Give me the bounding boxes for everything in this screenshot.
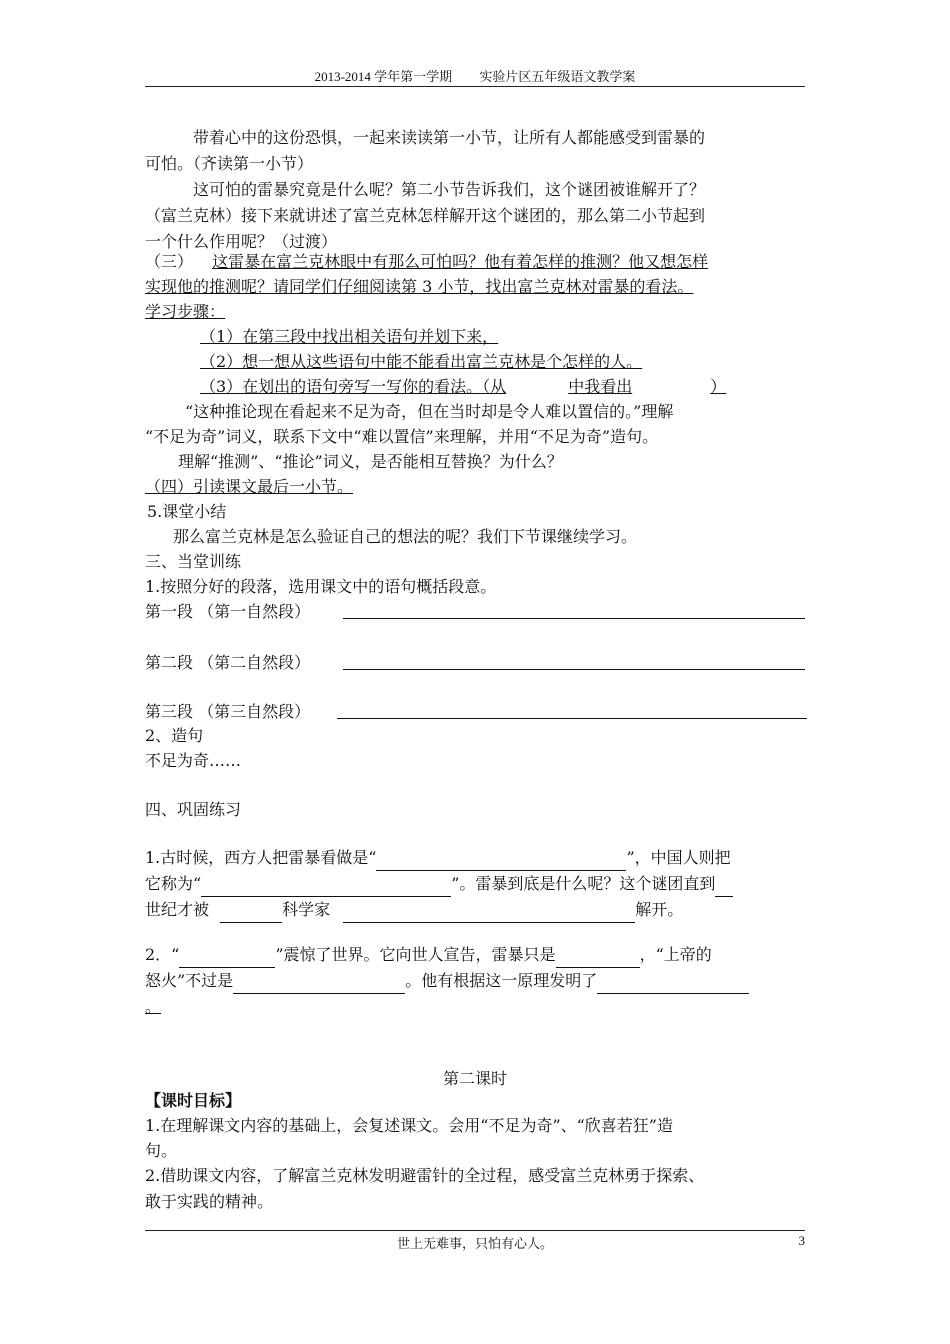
study-step-3-b: 中我看出 bbox=[568, 377, 633, 396]
exercise-2-line-1 bbox=[145, 942, 712, 968]
lesson-2-heading: 第二课时 bbox=[442, 1069, 507, 1088]
footer-motto: 世上无难事，只怕有心人。 bbox=[396, 1236, 553, 1251]
paragraph-2-line-3: 一个什么作用呢？（过渡） bbox=[145, 232, 338, 251]
exercise-2-blank-2[interactable] bbox=[556, 949, 640, 968]
goal-2-line-2: 敢于实践的精神。 bbox=[145, 1192, 274, 1211]
exercise-1-blank-4[interactable] bbox=[220, 904, 282, 923]
paragraph-summary-1-label: 第一段 （第一自然段） bbox=[145, 602, 311, 621]
exercise-1-text-c: 它称为“ bbox=[145, 874, 202, 893]
exercise-2-line-3: 。 bbox=[145, 997, 162, 1016]
training-2-title: 2、造句 bbox=[145, 726, 204, 745]
exercise-2-blank-3[interactable] bbox=[233, 975, 405, 994]
exercise-2-blank-4[interactable] bbox=[597, 975, 749, 994]
paragraph-1-line-1: 带着心中的这份恐惧，一起来读读第一小节，让所有人都能感受到雷暴的 bbox=[193, 128, 706, 147]
question-1-line-1: “这种推论现在看起来不足为奇，但在当时却是令人难以置信的。”理解 bbox=[185, 402, 674, 421]
header-title: 实验片区五年级语文教学案 bbox=[479, 69, 636, 84]
exercise-1-text-g: 解开。 bbox=[635, 900, 684, 919]
section-3-number: （三） bbox=[145, 252, 194, 271]
lesson-goals-title: 【课时目标】 bbox=[145, 1091, 242, 1110]
paragraph-1-line-2: 可怕。（齐读第一小节） bbox=[145, 154, 314, 173]
page-footer bbox=[145, 1230, 805, 1251]
exercise-2-text-a: 2．“ bbox=[145, 945, 180, 964]
study-step-1: （1）在第三段中找出相关语句并划下来， bbox=[200, 327, 499, 346]
study-step-3-c: ） bbox=[710, 377, 727, 396]
goal-1-line-1: 1.在理解课文内容的基础上，会复述课文。会用“不足为奇”、“欣喜若狂”造 bbox=[145, 1116, 673, 1135]
exercise-1-line-3 bbox=[145, 897, 683, 923]
section-5-text: 那么富兰克林是怎么验证自己的想法的呢？我们下节课继续学习。 bbox=[173, 527, 638, 546]
exercise-2-blank-1[interactable] bbox=[179, 949, 275, 968]
section-3-line-1 bbox=[145, 249, 708, 275]
exercise-1-line-1 bbox=[145, 845, 731, 871]
study-step-3 bbox=[200, 374, 726, 400]
exercise-1-blank-1[interactable] bbox=[376, 852, 626, 871]
study-step-2: （2）想一想从这些语句中能不能看出富兰克林是个怎样的人。 bbox=[200, 352, 643, 371]
goal-1-line-2: 句。 bbox=[145, 1141, 178, 1160]
exercise-2-line-2 bbox=[145, 968, 749, 994]
exercise-1-blank-2[interactable] bbox=[201, 878, 451, 897]
section-3-line-2: 实现他的推测呢？请同学们仔细阅读第 3 小节，找出富兰克林对雷暴的看法。 bbox=[145, 277, 694, 296]
exercise-1-text-b: ”，中国人则把 bbox=[626, 848, 731, 867]
paragraph-2-line-2: （富兰克林）接下来就讲述了富兰克林怎样解开这个谜团的，那么第二小节起到 bbox=[145, 206, 706, 225]
exercise-2-text-c: ，“上帝的 bbox=[639, 945, 712, 964]
question-2: 理解“推测”、“推论”词义，是否能相互替换？为什么？ bbox=[178, 452, 563, 471]
exercise-1-line-2 bbox=[145, 871, 733, 897]
exercise-2-text-d: 怒火”不过是 bbox=[145, 971, 234, 990]
exercise-1-text-e: 世纪才被 bbox=[145, 900, 210, 919]
paragraph-summary-3-label: 第三段 （第三自然段） bbox=[145, 702, 311, 721]
paragraph-2-line-1: 这可怕的雷暴究竟是什么呢？第二小节告诉我们，这个谜团被谁解开了？ bbox=[193, 180, 706, 199]
study-step-3-a: （3）在划出的语句旁写一写你的看法。（从 bbox=[200, 377, 507, 396]
section-3-question: 这雷暴在富兰克林眼中有那么可怕吗？他有着怎样的推测？他又想怎样 bbox=[212, 252, 709, 271]
paragraph-summary-1-blank[interactable] bbox=[343, 617, 805, 619]
training-2-text: 不足为奇…… bbox=[145, 751, 242, 770]
exercise-1-text-d: ”。雷暴到底是什么呢？这个谜团直到 bbox=[451, 874, 716, 893]
exercise-1-blank-5[interactable] bbox=[343, 904, 635, 923]
exercise-1-blank-3[interactable] bbox=[715, 878, 733, 897]
study-steps-title: 学习步骤： bbox=[145, 302, 226, 321]
paragraph-summary-2-label: 第二段 （第二自然段） bbox=[145, 653, 311, 672]
section-four-title: 四、巩固练习 bbox=[145, 800, 242, 819]
exercise-2-text-b: ”震惊了世界。它向世人宣告，雷暴只是 bbox=[275, 945, 556, 964]
paragraph-summary-2-blank[interactable] bbox=[343, 668, 805, 670]
exercise-1-text-f: 科学家 bbox=[282, 900, 331, 919]
exercise-2-text-e: 。他有根据这一原理发明了 bbox=[405, 971, 598, 990]
goal-2-line-1: 2.借助课文内容，了解富兰克林发明避雷针的全过程，感受富兰克林勇于探索、 bbox=[145, 1166, 705, 1185]
header-term: 2013-2014 学年第一学期 bbox=[314, 69, 453, 84]
section-5-title: 5.课堂小结 bbox=[147, 502, 227, 521]
section-4: （四）引读课文最后一小节。 bbox=[145, 477, 354, 496]
exercise-1-text-a: 1.古时候，西方人把雷暴看做是“ bbox=[145, 848, 377, 867]
paragraph-summary-3-blank[interactable] bbox=[337, 717, 807, 719]
question-1-line-2: “不足为奇”词义，联系下文中“难以置信”来理解，并用“不足为奇”造句。 bbox=[145, 427, 659, 446]
page-header bbox=[145, 66, 805, 87]
training-1: 1.按照分好的段落，选用课文中的语句概括段意。 bbox=[145, 577, 497, 596]
page-number: 3 bbox=[798, 1233, 805, 1248]
section-three-title: 三、当堂训练 bbox=[145, 552, 242, 571]
